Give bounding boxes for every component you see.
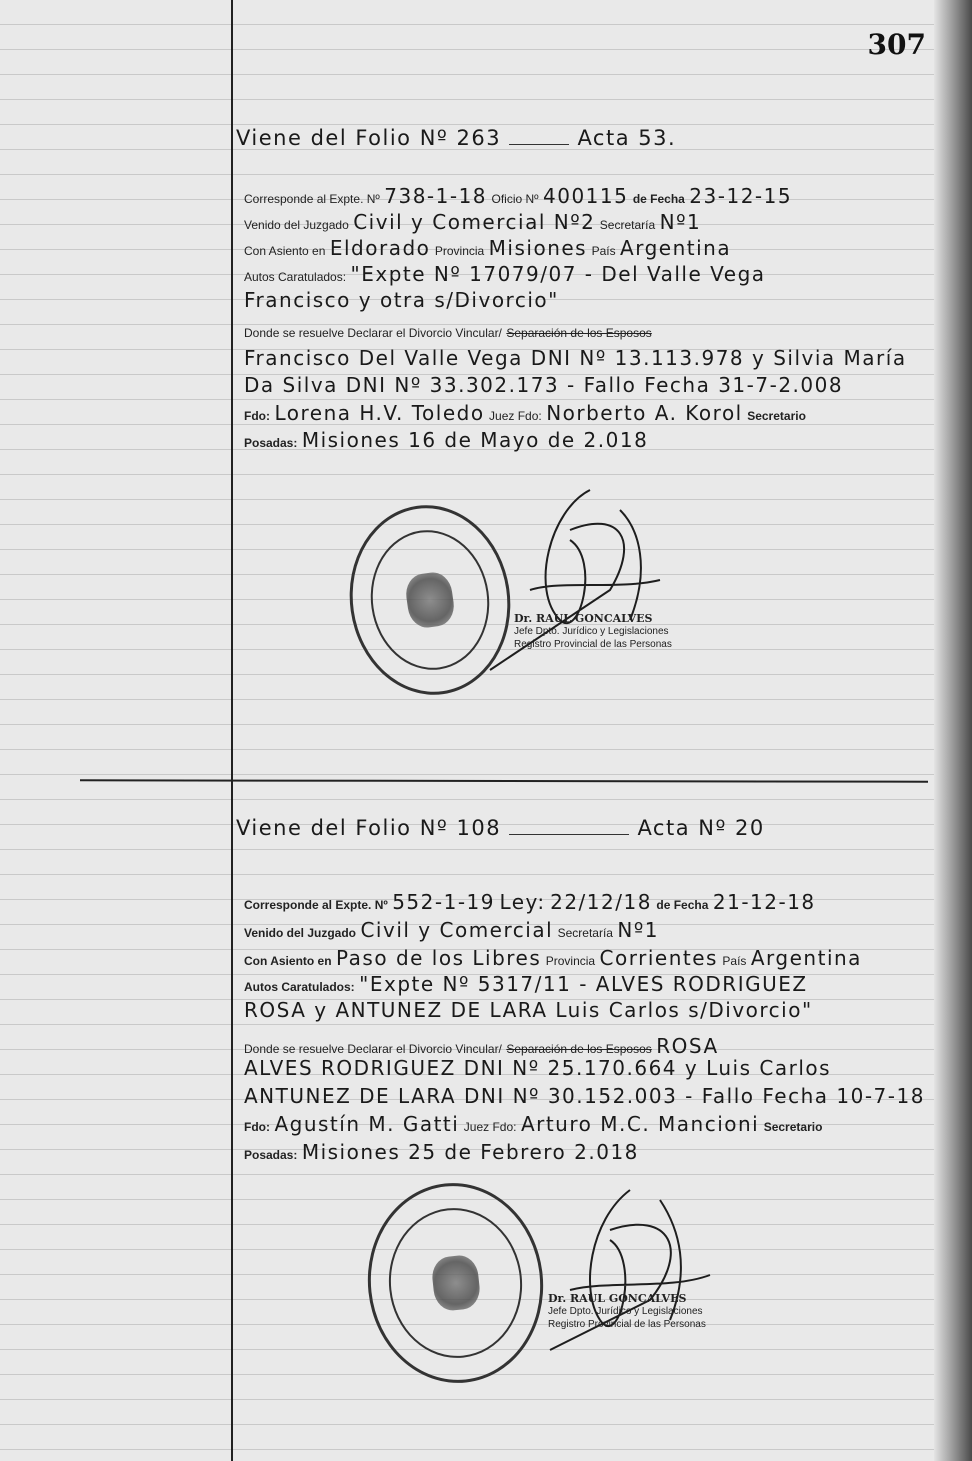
acta-text: Acta Nº 20 — [637, 816, 765, 840]
oficio-value: 22/12/18 — [550, 890, 652, 914]
entry-1-juzgado — [244, 210, 701, 234]
signatory-name: Dr. RAUL GONCALVES — [514, 612, 653, 625]
entry-1-partes-line-2: Da Silva DNI Nº 33.302.173 - Fallo Fecha 31-7-2.008 — [244, 373, 844, 397]
asiento-label: Con Asiento en — [244, 244, 326, 258]
secretaria-label: Secretaría — [599, 218, 656, 232]
asiento-value: Paso de los Libres — [336, 946, 542, 970]
entry-1-autos — [244, 262, 766, 286]
entry-2-partes-line-1: ALVES RODRIGUEZ DNI Nº 25.170.664 y Luis Carlos — [244, 1056, 832, 1080]
fdo-secretario: Norberto A. Korol — [546, 401, 743, 425]
autos-line-1: "Expte Nº 5317/11 - ALVES RODRIGUEZ — [359, 972, 808, 996]
entry-2-juzgado — [244, 918, 659, 942]
provincia-label: Provincia — [434, 244, 485, 258]
signature-block — [548, 1292, 706, 1331]
entry-1-posadas — [244, 428, 648, 452]
entry-2-fdo — [244, 1112, 822, 1136]
entry-1-fdo — [244, 401, 806, 425]
fdo-secretario: Arturo M.C. Mancioni — [520, 1112, 760, 1136]
secretario-label: Secretario — [763, 1120, 823, 1134]
pais-value: Argentina — [620, 236, 732, 260]
pais-label: País — [591, 244, 616, 258]
donde-strikethrough: Separación de los Esposos — [506, 1042, 652, 1056]
fecha-label: de Fecha — [656, 898, 709, 912]
entry-1-autos-line-2: Francisco y otra s/Divorcio" — [244, 288, 559, 312]
entry-divider — [80, 779, 928, 782]
blank-rule — [509, 144, 569, 145]
entry-2-corresponde — [244, 890, 816, 914]
corresponde-value: 738-1-18 — [384, 184, 488, 208]
entry-1-asiento — [244, 236, 731, 260]
blank-rule — [509, 834, 629, 835]
signature-mark — [520, 1180, 740, 1360]
entry-2-donde — [244, 1034, 719, 1058]
fdo-juez: Agustín M. Gatti — [274, 1112, 460, 1136]
viene-text: Viene del Folio Nº 263 — [236, 126, 502, 150]
donde-label: Donde se resuelve Declarar el Divorcio Vincular/ — [244, 326, 502, 340]
secretario-label: Secretario — [747, 409, 806, 423]
entry-1-viene — [236, 126, 676, 150]
fecha-label: de Fecha — [632, 192, 685, 206]
fecha-value: 21-12-18 — [712, 890, 816, 914]
entry-1-donde — [244, 324, 652, 342]
entry-1-partes-line-1: Francisco Del Valle Vega DNI Nº 13.113.978 y Silvia María — [244, 346, 907, 370]
pais-label: País — [722, 954, 747, 968]
posadas-value: Misiones 16 de Mayo de 2.018 — [301, 428, 649, 452]
acta-text: Acta 53. — [577, 126, 677, 150]
juez-label: Juez Fdo: — [489, 409, 542, 423]
provincia-label: Provincia — [545, 954, 596, 968]
fdo-label: Fdo: — [244, 1120, 270, 1134]
donde-label: Donde se resuelve Declarar el Divorcio Vincular/ — [244, 1042, 502, 1056]
fdo-juez: Lorena H.V. Toledo — [274, 401, 485, 425]
secretaria-value: Nº1 — [659, 210, 702, 234]
book-spine-edge — [934, 0, 972, 1461]
autos-label: Autos Caratulados: — [244, 980, 355, 994]
asiento-value: Eldorado — [329, 236, 431, 260]
signatory-title: Jefe Dpto. Jurídico y Legislaciones — [514, 626, 669, 637]
corresponde-label: Corresponde al Expte. Nº — [244, 192, 380, 206]
posadas-label: Posadas: — [244, 436, 298, 450]
juzgado-label: Venido del Juzgado — [244, 926, 357, 940]
provincia-value: Misiones — [488, 236, 588, 260]
corresponde-value: 552-1-19 — [392, 890, 495, 914]
fdo-label: Fdo: — [244, 409, 270, 423]
donde-strikethrough: Separación de los Esposos — [506, 326, 652, 340]
oficio-label: Ley: — [499, 890, 546, 914]
juzgado-value: Civil y Comercial — [360, 918, 554, 942]
entry-2-posadas — [244, 1140, 639, 1164]
autos-label: Autos Caratulados: — [244, 270, 347, 284]
secretaria-label: Secretaría — [557, 926, 613, 940]
posadas-label: Posadas: — [244, 1148, 298, 1162]
signatory-name: Dr. RAUL GONCALVES — [548, 1292, 687, 1305]
entry-2-partes-line-2: ANTUNEZ DE LARA DNI Nº 30.152.003 - Fallo Fecha 10-7-18 — [244, 1084, 925, 1108]
asiento-label: Con Asiento en — [244, 954, 332, 968]
entry-1-corresponde — [244, 184, 792, 208]
juzgado-label: Venido del Juzgado — [244, 218, 349, 232]
oficio-value: 400115 — [543, 184, 629, 208]
secretaria-value: Nº1 — [617, 918, 660, 942]
donde-tail: ROSA — [656, 1034, 719, 1058]
folio-number: 307 — [867, 28, 926, 61]
fecha-value: 23-12-15 — [689, 184, 793, 208]
viene-text: Viene del Folio Nº 108 — [236, 816, 502, 840]
signature-block — [514, 612, 672, 651]
entry-2-autos — [244, 972, 808, 996]
entry-2-viene — [236, 816, 765, 840]
entry-2-asiento — [244, 946, 862, 970]
margin-rule — [231, 0, 233, 1461]
juez-label: Juez Fdo: — [463, 1120, 517, 1134]
pais-value: Argentina — [750, 946, 862, 970]
posadas-value: Misiones 25 de Febrero 2.018 — [301, 1140, 639, 1164]
signatory-office: Registro Provincial de las Personas — [548, 1319, 706, 1330]
corresponde-label: Corresponde al Expte. Nº — [244, 898, 388, 912]
signatory-office: Registro Provincial de las Personas — [514, 639, 672, 650]
oficio-label: Oficio Nº — [491, 192, 539, 206]
provincia-value: Corrientes — [599, 946, 718, 970]
entry-2-autos-line-2: ROSA y ANTUNEZ DE LARA Luis Carlos s/Divorcio" — [244, 998, 813, 1022]
juzgado-value: Civil y Comercial Nº2 — [353, 210, 596, 234]
signatory-title: Jefe Dpto. Jurídico y Legislaciones — [548, 1306, 703, 1317]
autos-line-1: "Expte Nº 17079/07 - Del Valle Vega — [350, 262, 766, 286]
